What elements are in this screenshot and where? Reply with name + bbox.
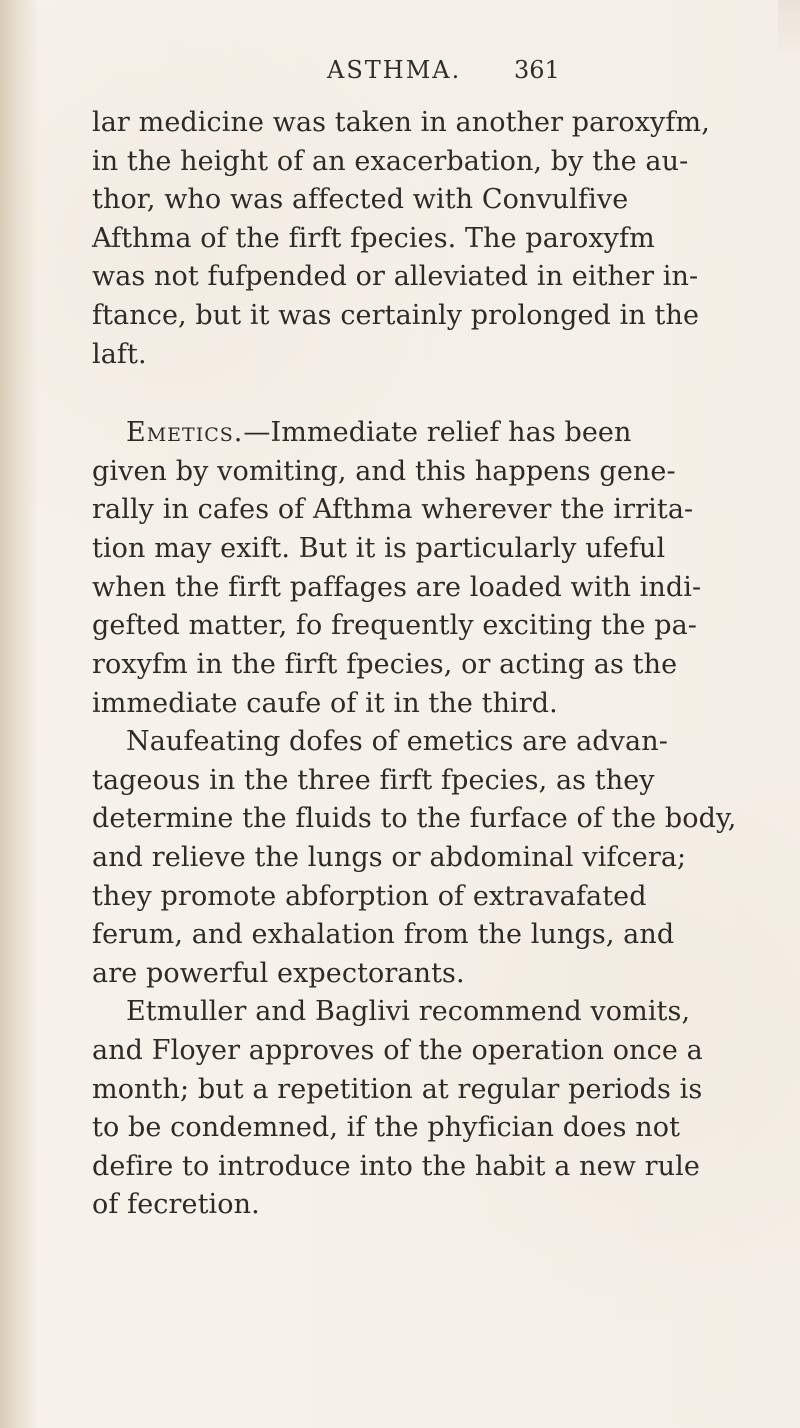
text-line: immediate caufe of it in the third. bbox=[92, 687, 558, 719]
page-number: 361 bbox=[514, 56, 560, 84]
page-binding-shadow bbox=[0, 0, 38, 1428]
text-line: Etmuller and Baglivi recommend vomits, bbox=[126, 996, 691, 1028]
paragraph-1 bbox=[92, 104, 754, 374]
text-line: they promote abforption of extravafated bbox=[92, 880, 647, 912]
text-line: to be condemned, if the phyfician does not bbox=[92, 1112, 681, 1144]
text-line: tageous in the three firft fpecies, as they bbox=[92, 764, 655, 796]
text-line: roxyfm in the firft fpecies, or acting as the bbox=[92, 648, 678, 680]
text-line: ftance, but it was certainly prolonged in the bbox=[92, 300, 700, 332]
text-line: determine the fluids to the furface of the body, bbox=[92, 803, 737, 835]
text-line: ferum, and exhalation from the lungs, and bbox=[92, 919, 675, 951]
text-line: rally in cafes of Afthma wherever the irrita- bbox=[92, 494, 694, 526]
running-head: ASTHMA. bbox=[327, 56, 462, 84]
text-line: month; but a repetition at regular periods is bbox=[92, 1073, 703, 1105]
text-line: in the height of an exacerbation, by the au- bbox=[92, 145, 689, 177]
page-header bbox=[0, 0, 800, 100]
paragraph-2 bbox=[92, 414, 754, 723]
text-line: gefted matter, fo frequently exciting the pa- bbox=[92, 610, 698, 642]
text-line: of fecretion. bbox=[92, 1189, 260, 1221]
text-line: thor, who was affected with Convulfive bbox=[92, 184, 629, 216]
page-body bbox=[92, 104, 754, 1225]
paragraph-2-first-line bbox=[92, 414, 754, 453]
paragraph-3 bbox=[92, 723, 754, 993]
text-line: tion may exift. But it is particularly ufeful bbox=[92, 533, 666, 565]
section-heading-emetics: Emetics. bbox=[126, 417, 244, 449]
paragraph-2-first-line-text: —Immediate relief has been bbox=[243, 417, 632, 449]
paragraph-gap bbox=[92, 374, 754, 414]
text-line: was not fufpended or alleviated in either in- bbox=[92, 261, 699, 293]
text-line: and relieve the lungs or abdominal vifcera; bbox=[92, 841, 687, 873]
text-line: and Floyer approves of the operation once a bbox=[92, 1035, 703, 1067]
text-line: laft. bbox=[92, 338, 147, 370]
text-line: Naufeating dofes of emetics are advan- bbox=[126, 726, 668, 758]
text-line: are powerful expectorants. bbox=[92, 957, 465, 989]
text-line: when the firft paffages are loaded with indi- bbox=[92, 571, 702, 603]
text-line: given by vomiting, and this happens gene- bbox=[92, 455, 676, 487]
paragraph-4 bbox=[92, 993, 754, 1225]
text-line: defire to introduce into the habit a new rule bbox=[92, 1150, 700, 1182]
text-line: Afthma of the firft fpecies. The paroxyfm bbox=[92, 222, 655, 254]
text-line: lar medicine was taken in another paroxyfm, bbox=[92, 107, 710, 138]
